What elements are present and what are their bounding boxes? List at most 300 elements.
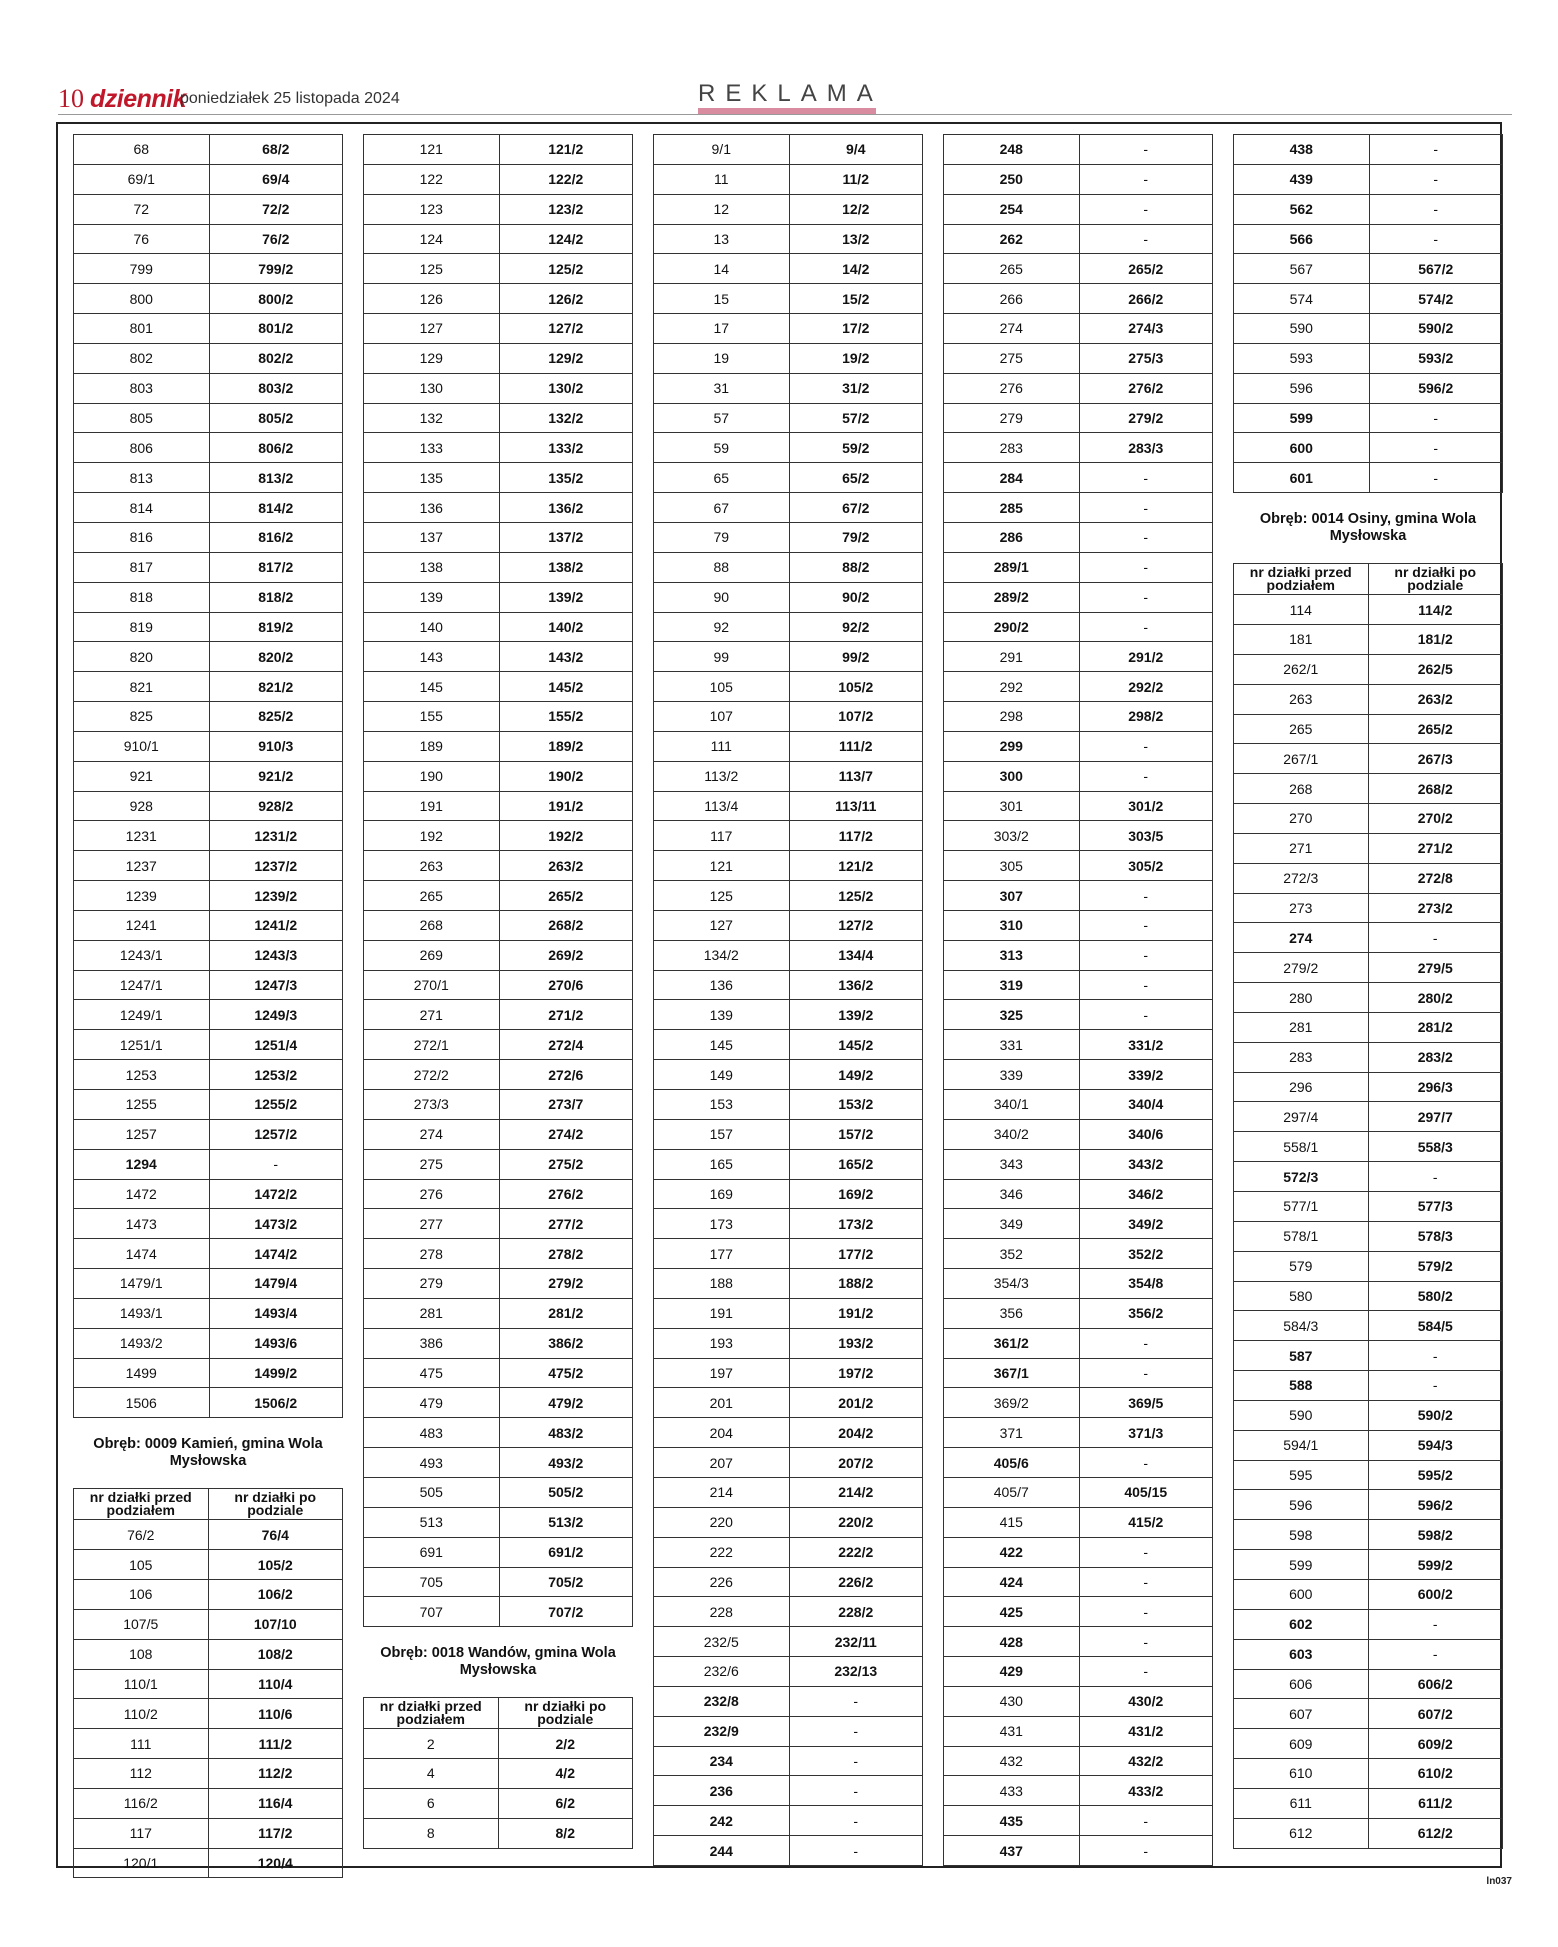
table-row [74,1209,343,1239]
parcel-table [363,134,633,1627]
table-row [364,1537,633,1567]
table-row [1234,1490,1503,1520]
table-row [364,433,633,463]
parcel-before: 814 [74,493,210,523]
parcel-after: 11/2 [789,164,923,194]
parcel-after: - [789,1686,923,1716]
parcel-before: 301 [944,791,1080,821]
parcel-before: 65 [654,463,790,493]
parcel-before: 339 [944,1060,1080,1090]
table-row [364,1759,633,1789]
parcel-before: 405/6 [944,1448,1080,1478]
parcel-after: 181/2 [1368,624,1503,654]
parcel-after: 67/2 [789,493,923,523]
table-row [364,791,633,821]
table-row [364,284,633,314]
table-row [364,403,633,433]
parcel-before: 289/2 [944,582,1080,612]
parcel-after: 606/2 [1368,1669,1503,1699]
parcel-after: 266/2 [1079,284,1213,314]
table-row [74,1060,343,1090]
table-row [944,582,1213,612]
table-row [1234,224,1503,254]
parcel-after: 596/2 [1369,373,1503,403]
table-row [654,1448,923,1478]
table-row [74,1358,343,1388]
parcel-before: 122 [364,164,500,194]
parcel-before: 479 [364,1388,500,1418]
parcel-after: - [1079,493,1213,523]
table-row [944,224,1213,254]
parcel-after: - [1079,731,1213,761]
parcel-after: 276/2 [1079,373,1213,403]
table-row [364,1818,633,1848]
table-row [1234,343,1503,373]
parcel-before: 802 [74,343,210,373]
parcel-before: 191 [364,791,500,821]
parcel-after: 273/2 [1368,893,1503,923]
parcel-after: - [1079,881,1213,911]
parcel-after: 197/2 [789,1358,923,1388]
parcel-after: 105/2 [789,672,923,702]
parcel-before: 214 [654,1477,790,1507]
table-row [654,1328,923,1358]
parcel-before: 275 [944,343,1080,373]
table-row [364,1567,633,1597]
parcel-after: - [1079,970,1213,1000]
table-row [364,343,633,373]
parcel-before: 120/1 [74,1848,209,1878]
table-row [364,1507,633,1537]
parcel-before: 107/5 [74,1609,209,1639]
parcel-after: 107/2 [789,702,923,732]
parcel-after: 19/2 [789,343,923,373]
table-row [944,1657,1213,1687]
parcel-before: 262/1 [1234,654,1369,684]
table-row [364,1090,633,1120]
parcel-before: 265 [364,881,500,911]
parcel-after: - [789,1746,923,1776]
parcel-after: 2/2 [498,1729,633,1759]
table-row [74,522,343,552]
parcel-before: 1493/2 [74,1328,210,1358]
parcel-before: 596 [1234,373,1370,403]
table-row [944,1806,1213,1836]
parcel-after: 108/2 [208,1639,343,1669]
table-row [944,1030,1213,1060]
parcel-after: 139/2 [789,1000,923,1030]
parcel-before: 1243/1 [74,940,210,970]
parcel-before: 207 [654,1448,790,1478]
table-row [944,791,1213,821]
parcel-after: 1243/3 [209,940,343,970]
parcel-after: 130/2 [499,373,633,403]
parcel-after: 79/2 [789,522,923,552]
parcel-after: - [1079,1836,1213,1866]
issue-date: poniedziałek 25 listopada 2024 [180,90,400,107]
parcel-after: 59/2 [789,433,923,463]
table-row [944,1358,1213,1388]
table-row [944,194,1213,224]
parcel-after: 598/2 [1368,1520,1503,1550]
parcel-after: 432/2 [1079,1746,1213,1776]
table-row [364,821,633,851]
parcel-before: 435 [944,1806,1080,1836]
parcel-before: 283 [944,433,1080,463]
parcel-before: 190 [364,761,500,791]
table-row [654,493,923,523]
parcel-after: 143/2 [499,642,633,672]
parcel-before: 132 [364,403,500,433]
table-row [654,1507,923,1537]
column-2 [363,134,633,1849]
parcel-after: - [1079,940,1213,970]
parcel-before: 273/3 [364,1090,500,1120]
parcel-after: 157/2 [789,1119,923,1149]
table-row [654,1627,923,1657]
table-row [1234,1341,1503,1371]
table-row [1234,314,1503,344]
parcel-before: 1239 [74,881,210,911]
parcel-after: 275/2 [499,1149,633,1179]
parcel-after: 813/2 [209,463,343,493]
parcel-before: 611 [1234,1788,1369,1818]
parcel-before: 99 [654,642,790,672]
parcel-after: 6/2 [498,1788,633,1818]
parcel-after: - [1079,164,1213,194]
table-row [944,1298,1213,1328]
parcel-after: 76/4 [208,1520,343,1550]
parcel-after: 193/2 [789,1328,923,1358]
parcel-before: 76/2 [74,1520,209,1550]
parcel-before: 579 [1234,1251,1369,1281]
table-row [1234,893,1503,923]
parcel-after: - [1369,463,1503,493]
parcel-before: 340/1 [944,1090,1080,1120]
parcel-before: 192 [364,821,500,851]
parcel-after: 15/2 [789,284,923,314]
parcel-before: 135 [364,463,500,493]
table-row [364,940,633,970]
page-number: 10 [58,84,84,113]
table-row [74,1788,343,1818]
table-row [654,1090,923,1120]
table-row [944,493,1213,523]
parcel-before: 331 [944,1030,1080,1060]
parcel-before: 134/2 [654,940,790,970]
parcel-after: 921/2 [209,761,343,791]
parcel-after: 265/2 [499,881,633,911]
table-row [1234,863,1503,893]
table-row [1234,1460,1503,1490]
parcel-before: 139 [364,582,500,612]
parcel-before: 803 [74,373,210,403]
parcel-after: - [1079,135,1213,165]
parcel-after: 173/2 [789,1209,923,1239]
table-row [654,672,923,702]
parcel-after: 415/2 [1079,1507,1213,1537]
table-row [74,284,343,314]
table-row [1234,714,1503,744]
table-row [364,1418,633,1448]
parcel-before: 921 [74,761,210,791]
parcel-after: 270/2 [1368,804,1503,834]
parcel-before: 283 [1234,1042,1369,1072]
table-row [74,1298,343,1328]
table-row [654,522,923,552]
parcel-before: 1499 [74,1358,210,1388]
table-row [364,1149,633,1179]
parcel-before: 577/1 [1234,1192,1369,1222]
table-row [364,1388,633,1418]
table-row [74,493,343,523]
column-header-after: nr działki po podziale [208,1489,343,1520]
parcel-table [73,134,343,1418]
parcel-before: 204 [654,1418,790,1448]
table-row [364,493,633,523]
table-row [1234,1550,1503,1580]
parcel-after: 343/2 [1079,1149,1213,1179]
table-row [1234,923,1503,953]
table-row [74,612,343,642]
table-row [1234,983,1503,1013]
parcel-after: 296/3 [1368,1072,1503,1102]
parcel-before: 232/8 [654,1686,790,1716]
table-row [1234,1012,1503,1042]
parcel-before: 277 [364,1209,500,1239]
parcel-before: 269 [364,940,500,970]
parcel-before: 296 [1234,1072,1369,1102]
table-row [74,1669,343,1699]
parcel-after: 136/2 [789,970,923,1000]
parcel-after: 430/2 [1079,1686,1213,1716]
parcel-after: - [1079,1657,1213,1687]
parcel-after: 1493/4 [209,1298,343,1328]
parcel-after: 270/6 [499,970,633,1000]
parcel-after: 125/2 [789,881,923,911]
table-row [654,1298,923,1328]
parcel-before: 910/1 [74,731,210,761]
parcel-before: 2 [364,1729,499,1759]
table-row [74,910,343,940]
parcel-after: 111/2 [208,1729,343,1759]
parcel-after: 594/3 [1368,1430,1503,1460]
parcel-after: - [1079,224,1213,254]
table-row [944,1149,1213,1179]
parcel-before: 598 [1234,1520,1369,1550]
parcel-before: 1506 [74,1388,210,1418]
parcel-after: 4/2 [498,1759,633,1789]
parcel-before: 800 [74,284,210,314]
parcel-before: 113/4 [654,791,790,821]
parcel-after: 122/2 [499,164,633,194]
parcel-table [943,134,1213,1866]
parcel-after: 612/2 [1368,1818,1503,1848]
table-row [1234,1102,1503,1132]
table-row [944,970,1213,1000]
table-row [654,1269,923,1299]
parcel-before: 1251/1 [74,1030,210,1060]
parcel-before: 1474 [74,1239,210,1269]
table-row [1234,744,1503,774]
table-row [654,612,923,642]
parcel-after: 707/2 [499,1597,633,1627]
table-row [654,642,923,672]
parcel-before: 606 [1234,1669,1369,1699]
parcel-before: 422 [944,1537,1080,1567]
table-row [1234,284,1503,314]
parcel-before: 319 [944,970,1080,1000]
parcel-after: 821/2 [209,672,343,702]
table-row [364,851,633,881]
parcel-before: 268 [1234,774,1369,804]
parcel-after: - [789,1716,923,1746]
parcel-after: 283/2 [1368,1042,1503,1072]
parcel-before: 820 [74,642,210,672]
parcel-after: - [1368,923,1503,953]
parcel-before: 310 [944,910,1080,940]
parcel-after: 153/2 [789,1090,923,1120]
table-row [944,1507,1213,1537]
parcel-before: 13 [654,224,790,254]
parcel-before: 361/2 [944,1328,1080,1358]
parcel-after: - [1079,463,1213,493]
table-row [1234,1132,1503,1162]
table-row [1234,1371,1503,1401]
parcel-after: 1249/3 [209,1000,343,1030]
column-3 [653,134,923,1866]
parcel-before: 123 [364,194,500,224]
parcel-after: 140/2 [499,612,633,642]
parcel-after: - [1079,1537,1213,1567]
table-row [364,1477,633,1507]
parcel-before: 11 [654,164,790,194]
parcel-after: 226/2 [789,1567,923,1597]
parcel-before: 189 [364,731,500,761]
parcel-before: 483 [364,1418,500,1448]
parcel-after: - [1369,224,1503,254]
parcel-after: 600/2 [1368,1579,1503,1609]
newspaper-logo: dziennik [90,85,187,113]
parcel-after: 814/2 [209,493,343,523]
parcel-before: 136 [364,493,500,523]
parcel-before: 801 [74,314,210,344]
parcel-after: - [1368,1371,1503,1401]
parcel-before: 125 [364,254,500,284]
table-row [654,164,923,194]
parcel-before: 127 [654,910,790,940]
parcel-before: 285 [944,493,1080,523]
table-row [944,373,1213,403]
parcel-after: 800/2 [209,284,343,314]
parcel-after: 356/2 [1079,1298,1213,1328]
parcel-after: 232/13 [789,1657,923,1687]
table-row [74,672,343,702]
table-row [74,1149,343,1179]
table-row [944,1537,1213,1567]
parcel-after: 1251/4 [209,1030,343,1060]
parcel-before: 279 [944,403,1080,433]
parcel-after: 191/2 [789,1298,923,1328]
parcel-before: 578/1 [1234,1221,1369,1251]
parcel-before: 265 [1234,714,1369,744]
parcel-after: 1499/2 [209,1358,343,1388]
parcel-before: 290/2 [944,612,1080,642]
parcel-before: 817 [74,552,210,582]
parcel-after: 825/2 [209,702,343,732]
table-row [944,1269,1213,1299]
parcel-after: 611/2 [1368,1788,1503,1818]
table-row [364,1119,633,1149]
table-row [364,164,633,194]
parcel-before: 805 [74,403,210,433]
parcel-after: 281/2 [1368,1012,1503,1042]
table-row [1234,774,1503,804]
parcel-after: 339/2 [1079,1060,1213,1090]
parcel-after: 222/2 [789,1537,923,1567]
parcel-after: 137/2 [499,522,633,552]
parcel-after: 578/3 [1368,1221,1503,1251]
parcel-after: 584/5 [1368,1311,1503,1341]
table-row [1234,1400,1503,1430]
parcel-before: 117 [74,1818,209,1848]
table-row [654,1030,923,1060]
table-row [364,1030,633,1060]
table-row [944,1477,1213,1507]
parcel-after: 17/2 [789,314,923,344]
parcel-before: 181 [1234,624,1369,654]
parcel-after: 204/2 [789,1418,923,1448]
parcel-before: 424 [944,1567,1080,1597]
parcel-before: 303/2 [944,821,1080,851]
parcel-after: - [1079,194,1213,224]
table-row [74,1579,343,1609]
column-5 [1233,134,1503,1849]
parcel-after: 207/2 [789,1448,923,1478]
parcel-after: 188/2 [789,1269,923,1299]
table-row [944,672,1213,702]
parcel-before: 607 [1234,1699,1369,1729]
parcel-before: 273 [1234,893,1369,923]
table-row [944,1836,1213,1866]
table-row [74,254,343,284]
parcel-after: 149/2 [789,1060,923,1090]
table-row [944,1209,1213,1239]
parcel-before: 1253 [74,1060,210,1090]
table-row [364,1179,633,1209]
parcel-after: 386/2 [499,1328,633,1358]
parcel-after: - [1079,910,1213,940]
table-row [1234,595,1503,625]
table-row [1234,433,1503,463]
parcel-before: 587 [1234,1341,1369,1371]
parcel-after: 1257/2 [209,1119,343,1149]
parcel-before: 19 [654,343,790,373]
parcel-after: - [1369,164,1503,194]
table-row [944,1060,1213,1090]
parcel-before: 276 [364,1179,500,1209]
parcel-after: - [1079,1806,1213,1836]
parcel-after: - [1368,1162,1503,1192]
table-row [944,1179,1213,1209]
parcel-after: 610/2 [1368,1759,1503,1789]
parcel-after: 1255/2 [209,1090,343,1120]
parcel-after: - [1079,1358,1213,1388]
parcel-before: 588 [1234,1371,1369,1401]
table-row [74,314,343,344]
parcel-after: 165/2 [789,1149,923,1179]
table-row [74,373,343,403]
